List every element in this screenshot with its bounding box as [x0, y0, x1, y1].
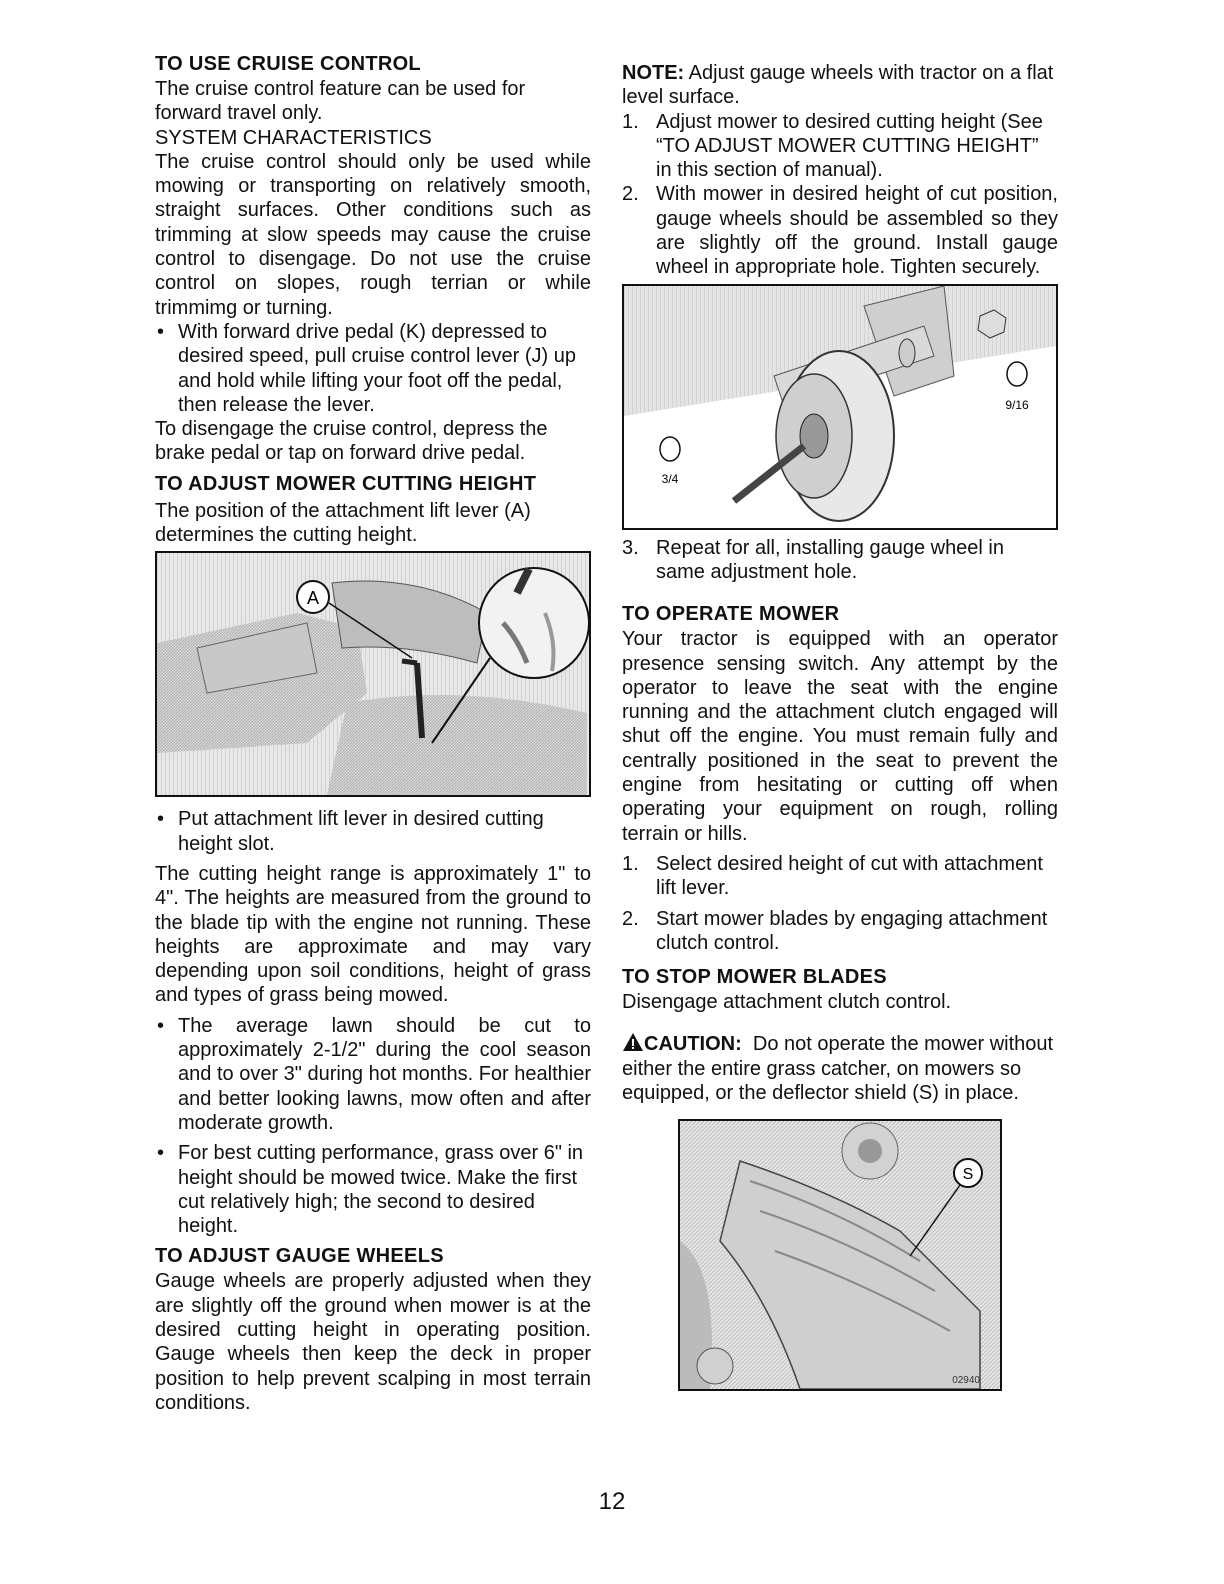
wrench-size-large: 9/16 [1005, 397, 1029, 412]
height-bullet: • Put attachment lift lever in desired cutting height slot. [157, 808, 544, 855]
stop-blades-heading: TO STOP MOWER BLADES [622, 966, 887, 989]
lift-lever-illustration [157, 553, 589, 795]
gauge-wheel-figure [622, 284, 1058, 530]
operate-step-1 [622, 852, 1058, 901]
figure-s-label: S [962, 1166, 974, 1184]
note-label: NOTE: [622, 62, 685, 84]
cutting-height-intro: The position of the attachment lift lever (A) determines the cutting height. [155, 499, 531, 547]
lift-lever-figure [155, 551, 591, 797]
gauge-step-1 [622, 110, 1058, 183]
cruise-control-heading: TO USE CRUISE CONTROL [155, 53, 421, 75]
gauge-step-3-num: 3. [622, 536, 639, 559]
note [622, 61, 1058, 110]
deflector-shield-figure [678, 1119, 1002, 1391]
lawn-bullet-1-text: The average lawn should be cut to approximately 2-1/2" during the cool season and to over 3" during hot months. For healthier and better looking lawns, mow often and after moderate growth. [178, 1014, 591, 1134]
height-range: The cutting height range is approximately 1" to 4". The heights are measured from the ground to the blade tip with the engine not running. These heights are approximate and may vary depending upon soil conditions, height of grass and types of grass being mowed. [155, 862, 591, 1007]
figure-code: 02940 [952, 1375, 980, 1387]
gauge-step-1-num: 1. [622, 110, 639, 133]
lawn-bullet-1: • The average lawn should be cut to approximately 2-1/2" during the cool season and to over 3" during hot months. For healthier and better looking lawns, mow often and after moderate growth. [157, 1014, 591, 1134]
stop-blades-body: Disengage attachment clutch control. [622, 991, 952, 1014]
figure-a-label: A [306, 588, 320, 609]
cutting-height-heading: TO ADJUST MOWER CUTTING HEIGHT [155, 472, 537, 495]
gauge-step-2-text: With mower in desired height of cut position, gauge wheels should be assembled so they are slightly off the ground. Install gauge wheel in appropriate hole. Tighten securely. [656, 183, 1058, 279]
cruise-bullet-text: With forward drive pedal (K) depressed to desired speed, pull cruise control lever (J) up and hold while lifting your foot off the pedal, then release the lever. [178, 320, 576, 416]
gauge-step-2 [622, 182, 1058, 279]
gauge-wheel-illustration [624, 286, 1056, 528]
operate-mower-body: Your tractor is equipped with an operator presence sensing switch. Any attempt by the operator to leave the seat with the engine running and the attachment clutch engaged will shut off the engine. You must remain fully and centrally positioned in the seat to prevent the engine from hesitating or cutting off when operating your equipment on rough, rolling terrain or hills. [622, 628, 1058, 845]
gauge-step-3-text: Repeat for all, installing gauge wheel in same adjustment hole. [656, 536, 1004, 583]
system-characteristics-subheading: SYSTEM CHARACTERISTICS [155, 126, 432, 149]
lawn-bullet-2: • For best cutting performance, grass over 6" in height should be mowed twice. Make the first cut relatively high; the second to desired height. [157, 1142, 584, 1238]
wrench-size-small: 3/4 [661, 471, 679, 486]
caution-text: Do not operate the mower without either the entire grass catcher, on mowers so equipped, or the deflector shield (S) in place. [622, 1033, 1054, 1105]
operate-step-2 [622, 907, 1058, 956]
page-number: 12 [598, 1488, 626, 1515]
gauge-wheels-heading: TO ADJUST GAUGE WHEELS [155, 1245, 444, 1268]
warning-triangle-icon [622, 1032, 644, 1052]
gauge-step-3 [622, 536, 1058, 585]
deflector-shield-illustration [680, 1121, 1000, 1389]
operate-step-2-text: Start mower blades by engaging attachment clutch control. [656, 907, 1048, 954]
operate-step-2-num: 2. [622, 907, 639, 930]
operate-step-1-num: 1. [622, 852, 639, 875]
operate-mower-heading: TO OPERATE MOWER [622, 603, 840, 626]
height-bullet-text: Put attachment lift lever in desired cutting height slot. [178, 808, 544, 855]
caution [622, 1032, 1058, 1105]
right-column [622, 61, 1058, 1391]
left-column [155, 52, 591, 1415]
gauge-step-2-num: 2. [622, 183, 639, 206]
cruise-body: The cruise control should only be used while mowing or transporting on relatively smooth, straight surfaces. Other conditions such as trimming at slow speeds may cause the cruise control to disengage. Do not use the cruise control on slopes, rough terrian or while trimmimg or turning. [155, 150, 591, 319]
lawn-bullet-2-text: For best cutting performance, grass over 6" in height should be mowed twice. Make the first cut relatively high; the second to desired height. [178, 1142, 584, 1238]
gauge-step-1-text: Adjust mower to desired cutting height (See “TO ADJUST MOWER CUTTING HEIGHT” in this section of manual). [656, 110, 1043, 182]
operate-step-1-text: Select desired height of cut with attachment lift lever. [656, 852, 1043, 900]
gauge-wheels-body: Gauge wheels are properly adjusted when they are slightly off the ground when mower is at the desired cutting height in operating position. Gauge wheels then keep the deck in proper position to help prevent scalping in most terrain conditions. [155, 1270, 591, 1414]
caution-label: CAUTION: [644, 1033, 742, 1056]
cruise-intro: The cruise control feature can be used for forward travel only. [155, 78, 526, 125]
note-text: Adjust gauge wheels with tractor on a flat level surface. [622, 62, 1054, 109]
cruise-disengage: To disengage the cruise control, depress the brake pedal or tap on forward drive pedal. [155, 418, 548, 465]
cruise-bullet: • With forward drive pedal (K) depressed to desired speed, pull cruise control lever (J) up and hold while lifting your foot off the pedal, then release the lever. [157, 320, 576, 416]
